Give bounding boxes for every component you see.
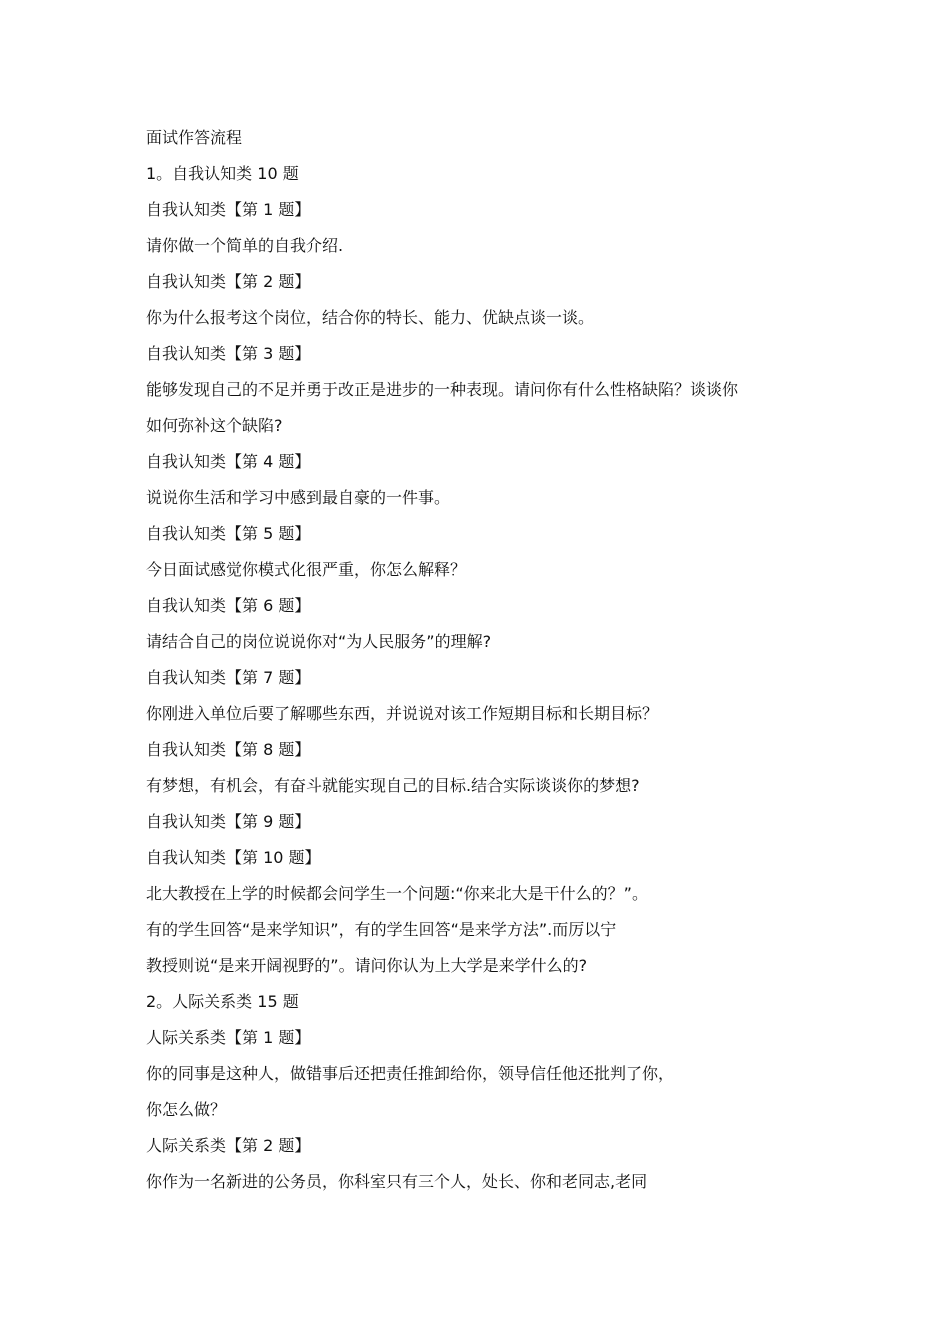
question-text: 有梦想，有机会，有奋斗就能实现自己的目标.结合实际谈谈你的梦想? — [146, 776, 640, 795]
question-text: 你作为一名新进的公务员，你科室只有三个人，处长、你和老同志,老同 — [146, 1172, 648, 1191]
question-text: 请结合自己的岗位说说你对“为人民服务”的理解? — [146, 632, 492, 651]
question-heading: 自我认知类【第 2 题】 — [146, 272, 311, 291]
question-text: 今日面试感觉你模式化很严重，你怎么解释？ — [146, 560, 467, 579]
question-heading: 自我认知类【第 10 题】 — [146, 848, 321, 867]
question-heading: 人际关系类【第 1 题】 — [146, 1028, 311, 1047]
question-heading: 自我认知类【第 3 题】 — [146, 344, 311, 363]
question-heading: 自我认知类【第 6 题】 — [146, 596, 311, 615]
question-text: 教授则说“是来开阔视野的”。请问你认为上大学是来学什么的? — [146, 956, 588, 975]
question-text: 你刚进入单位后要了解哪些东西，并说说对该工作短期目标和长期目标？ — [146, 704, 659, 723]
document-title: 面试作答流程 — [146, 128, 243, 147]
question-text: 你为什么报考这个岗位，结合你的特长、能力、优缺点谈一谈。 — [146, 308, 595, 327]
question-text: 你的同事是这种人，做错事后还把责任推卸给你，领导信任他还批判了你， — [146, 1064, 675, 1083]
question-text: 请你做一个简单的自我介绍. — [146, 236, 344, 255]
question-text: 能够发现自己的不足并勇于改正是进步的一种表现。请问你有什么性格缺陷？谈谈你 — [146, 380, 739, 399]
question-heading: 自我认知类【第 4 题】 — [146, 452, 311, 471]
question-text: 如何弥补这个缺陷? — [146, 416, 283, 435]
question-heading: 人际关系类【第 2 题】 — [146, 1136, 311, 1155]
question-heading: 自我认知类【第 5 题】 — [146, 524, 311, 543]
question-text: 你怎么做？ — [146, 1100, 227, 1119]
question-heading: 自我认知类【第 9 题】 — [146, 812, 311, 831]
section-heading: 2。人际关系类 15 题 — [146, 992, 299, 1011]
document-body — [146, 124, 826, 1204]
question-heading: 自我认知类【第 1 题】 — [146, 200, 311, 219]
question-text: 北大教授在上学的时候都会问学生一个问题:“你来北大是干什么的？”。 — [146, 884, 648, 903]
question-text: 有的学生回答“是来学知识”，有的学生回答“是来学方法”.而厉以宁 — [146, 920, 617, 939]
question-heading: 自我认知类【第 8 题】 — [146, 740, 311, 759]
question-heading: 自我认知类【第 7 题】 — [146, 668, 311, 687]
section-heading: 1。自我认知类 10 题 — [146, 164, 299, 183]
question-text: 说说你生活和学习中感到最自豪的一件事。 — [146, 488, 451, 507]
